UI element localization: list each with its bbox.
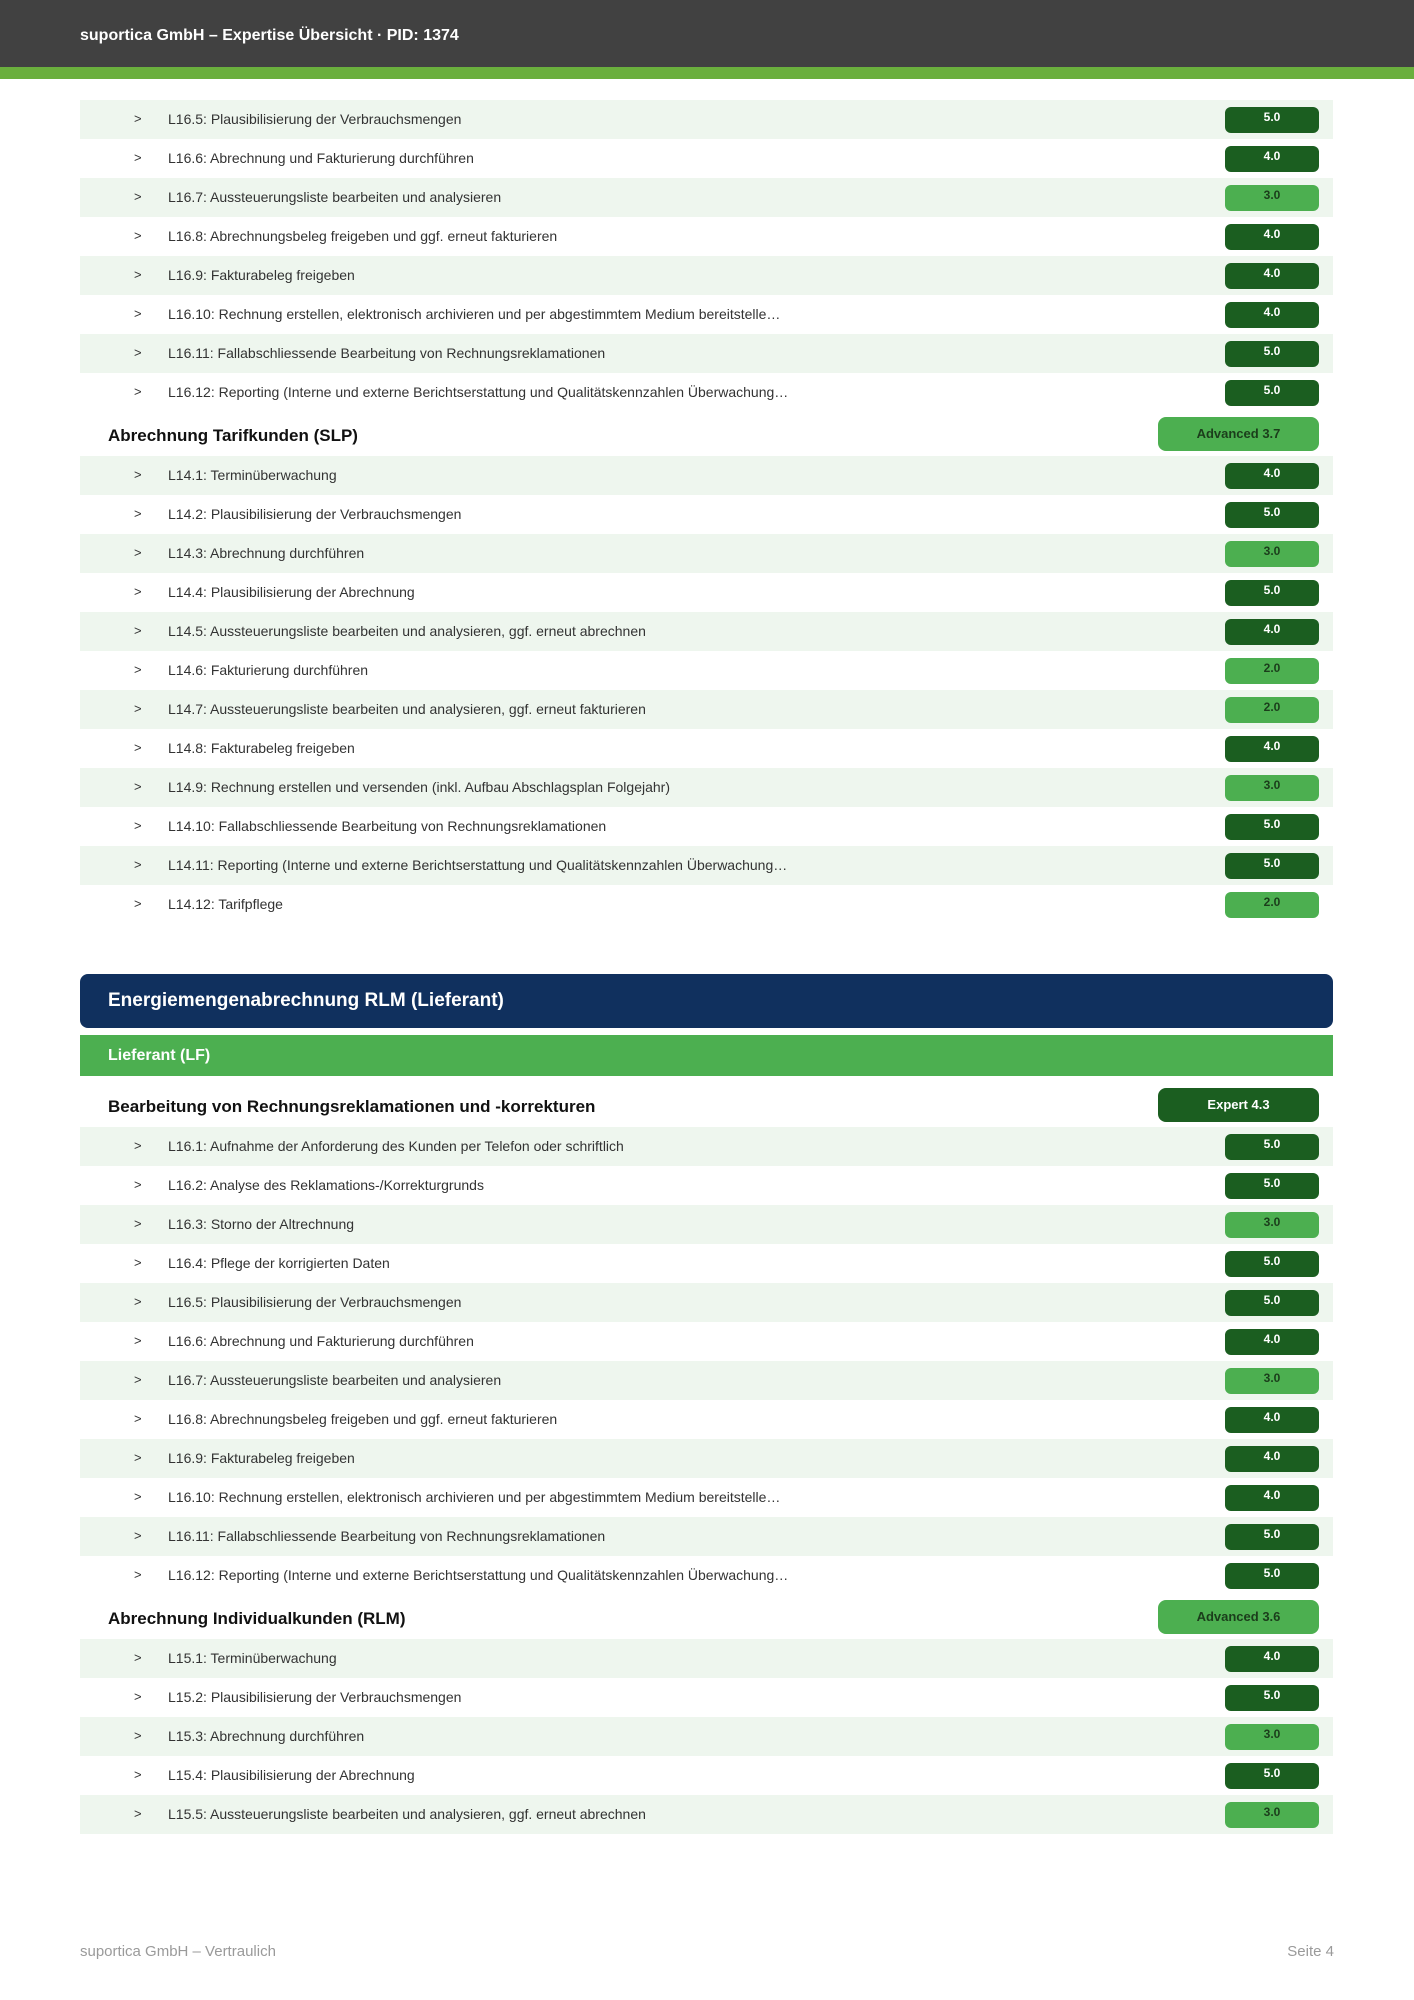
skill-row	[80, 256, 1333, 295]
skill-label: L14.2: Plausibilisierung der Verbrauchsmengen	[168, 506, 462, 522]
chevron-right-icon: >	[134, 1411, 142, 1426]
category-level-badge: Advanced 3.7	[1158, 417, 1319, 451]
skill-row	[80, 456, 1333, 495]
skill-label: L16.7: Aussteuerungsliste bearbeiten und analysieren	[168, 1372, 502, 1388]
skill-score-badge: 4.0	[1225, 146, 1319, 172]
skill-row	[80, 1639, 1333, 1678]
skill-label: L14.12: Tarifpflege	[168, 896, 283, 912]
page-title: suportica GmbH – Expertise Übersicht · PID: 1374	[80, 27, 459, 44]
section-header	[80, 974, 1333, 1028]
skill-score-badge: 4.0	[1225, 1646, 1319, 1672]
skill-row	[80, 1556, 1333, 1595]
chevron-right-icon: >	[134, 1728, 142, 1743]
skill-score-badge: 5.0	[1225, 1134, 1319, 1160]
skill-score-badge: 5.0	[1225, 1524, 1319, 1550]
section-title: Energiemengenabrechnung RLM (Lieferant)	[108, 990, 504, 1011]
chevron-right-icon: >	[134, 545, 142, 560]
skill-score-badge: 3.0	[1225, 541, 1319, 567]
chevron-right-icon: >	[134, 701, 142, 716]
chevron-right-icon: >	[134, 150, 142, 165]
skill-row	[80, 1205, 1333, 1244]
skill-score-badge: 4.0	[1225, 1485, 1319, 1511]
section-spacer	[80, 924, 1333, 974]
category-title: Abrechnung Individualkunden (RLM)	[108, 1609, 406, 1628]
skill-row	[80, 612, 1333, 651]
chevron-right-icon: >	[134, 228, 142, 243]
category-title: Abrechnung Tarifkunden (SLP)	[108, 426, 358, 445]
chevron-right-icon: >	[134, 1567, 142, 1582]
skill-row	[80, 729, 1333, 768]
skill-row	[80, 1517, 1333, 1556]
category-header-slp	[80, 412, 1333, 456]
subsection-title: Lieferant (LF)	[108, 1047, 211, 1064]
chevron-right-icon: >	[134, 111, 142, 126]
chevron-right-icon: >	[134, 1255, 142, 1270]
chevron-right-icon: >	[134, 1294, 142, 1309]
skill-score-badge: 4.0	[1225, 463, 1319, 489]
skill-list-reklamation	[80, 1127, 1333, 1595]
skill-score-badge: 3.0	[1225, 1724, 1319, 1750]
skill-label: L16.6: Abrechnung und Fakturierung durchführen	[168, 150, 474, 166]
skill-row	[80, 885, 1333, 924]
skill-label: L16.3: Storno der Altrechnung	[168, 1216, 355, 1232]
skill-row	[80, 1244, 1333, 1283]
skill-score-badge: 3.0	[1225, 1802, 1319, 1828]
chevron-right-icon: >	[134, 1138, 142, 1153]
skill-label: L14.1: Terminüberwachung	[168, 467, 337, 483]
skill-row	[80, 1166, 1333, 1205]
skill-list-continued	[80, 100, 1333, 412]
skill-score-badge: 3.0	[1225, 185, 1319, 211]
skill-row	[80, 373, 1333, 412]
skill-row	[80, 1400, 1333, 1439]
skill-label: L16.12: Reporting (Interne und externe Berichtserstattung und Qualitätskennzahlen Überwachung…	[168, 1567, 789, 1583]
skill-score-badge: 3.0	[1225, 1368, 1319, 1394]
chevron-right-icon: >	[134, 740, 142, 755]
skill-label: L16.10: Rechnung erstellen, elektronisch archivieren und per abgestimmtem Medium bereitstelle…	[168, 306, 781, 322]
chevron-right-icon: >	[134, 1528, 142, 1543]
chevron-right-icon: >	[134, 467, 142, 482]
subsection-spacer	[80, 1076, 1333, 1083]
skill-label: L16.7: Aussteuerungsliste bearbeiten und analysieren	[168, 189, 502, 205]
chevron-right-icon: >	[134, 1177, 142, 1192]
chevron-right-icon: >	[134, 818, 142, 833]
skill-label: L14.9: Rechnung erstellen und versenden (inkl. Aufbau Abschlagsplan Folgejahr)	[168, 779, 670, 795]
page-header	[0, 0, 1414, 67]
chevron-right-icon: >	[134, 1216, 142, 1231]
skill-row	[80, 573, 1333, 612]
skill-label: L16.12: Reporting (Interne und externe Berichtserstattung und Qualitätskennzahlen Überwachung…	[168, 384, 789, 400]
chevron-right-icon: >	[134, 345, 142, 360]
chevron-right-icon: >	[134, 662, 142, 677]
chevron-right-icon: >	[134, 1689, 142, 1704]
skill-row	[80, 1127, 1333, 1166]
category-level-badge: Expert 4.3	[1158, 1088, 1319, 1122]
chevron-right-icon: >	[134, 1650, 142, 1665]
subsection-header	[80, 1035, 1333, 1076]
skill-score-badge: 4.0	[1225, 1407, 1319, 1433]
skill-score-badge: 3.0	[1225, 1212, 1319, 1238]
skill-row	[80, 1795, 1333, 1834]
skill-row	[80, 768, 1333, 807]
category-level-badge: Advanced 3.6	[1158, 1600, 1319, 1634]
skill-score-badge: 2.0	[1225, 697, 1319, 723]
skill-label: L14.7: Aussteuerungsliste bearbeiten und analysieren, ggf. erneut fakturieren	[168, 701, 646, 717]
chevron-right-icon: >	[134, 857, 142, 872]
skill-score-badge: 4.0	[1225, 619, 1319, 645]
skill-label: L14.6: Fakturierung durchführen	[168, 662, 369, 678]
skill-score-badge: 5.0	[1225, 502, 1319, 528]
skill-row	[80, 495, 1333, 534]
skill-row	[80, 807, 1333, 846]
footer-page-number: Seite 4	[1287, 1943, 1334, 1960]
skill-score-badge: 5.0	[1225, 1251, 1319, 1277]
footer-confidential: suportica GmbH – Vertraulich	[80, 1943, 276, 1960]
skill-score-badge: 4.0	[1225, 302, 1319, 328]
skill-score-badge: 5.0	[1225, 1173, 1319, 1199]
skill-score-badge: 4.0	[1225, 1329, 1319, 1355]
skill-label: L15.1: Terminüberwachung	[168, 1650, 337, 1666]
skill-score-badge: 5.0	[1225, 1563, 1319, 1589]
skill-label: L14.10: Fallabschliessende Bearbeitung von Rechnungsreklamationen	[168, 818, 607, 834]
skill-label: L16.8: Abrechnungsbeleg freigeben und ggf. erneut fakturieren	[168, 228, 558, 244]
skill-row	[80, 1478, 1333, 1517]
chevron-right-icon: >	[134, 384, 142, 399]
skill-score-badge: 2.0	[1225, 658, 1319, 684]
skill-row	[80, 1756, 1333, 1795]
skill-score-badge: 3.0	[1225, 775, 1319, 801]
skill-label: L16.1: Aufnahme der Anforderung des Kunden per Telefon oder schriftlich	[168, 1138, 624, 1154]
skill-row	[80, 100, 1333, 139]
chevron-right-icon: >	[134, 1333, 142, 1348]
skill-label: L15.4: Plausibilisierung der Abrechnung	[168, 1767, 415, 1783]
skill-label: L14.5: Aussteuerungsliste bearbeiten und analysieren, ggf. erneut abrechnen	[168, 623, 646, 639]
skill-label: L16.10: Rechnung erstellen, elektronisch archivieren und per abgestimmtem Medium bereitstelle…	[168, 1489, 781, 1505]
chevron-right-icon: >	[134, 189, 142, 204]
chevron-right-icon: >	[134, 896, 142, 911]
skill-row	[80, 651, 1333, 690]
skill-score-badge: 5.0	[1225, 1290, 1319, 1316]
category-header-rlm	[80, 1595, 1333, 1639]
skill-score-badge: 4.0	[1225, 224, 1319, 250]
skill-row	[80, 534, 1333, 573]
chevron-right-icon: >	[134, 1806, 142, 1821]
skill-score-badge: 5.0	[1225, 580, 1319, 606]
skill-score-badge: 2.0	[1225, 892, 1319, 918]
skill-row	[80, 1678, 1333, 1717]
skill-row	[80, 139, 1333, 178]
skill-row	[80, 1439, 1333, 1478]
chevron-right-icon: >	[134, 506, 142, 521]
skill-list-slp	[80, 456, 1333, 924]
skill-label: L14.8: Fakturabeleg freigeben	[168, 740, 355, 756]
expertise-content	[80, 100, 1333, 1834]
chevron-right-icon: >	[134, 267, 142, 282]
skill-row	[80, 1361, 1333, 1400]
skill-label: L15.5: Aussteuerungsliste bearbeiten und analysieren, ggf. erneut abrechnen	[168, 1806, 646, 1822]
skill-score-badge: 5.0	[1225, 341, 1319, 367]
skill-label: L16.11: Fallabschliessende Bearbeitung von Rechnungsreklamationen	[168, 1528, 606, 1544]
skill-list-rlm	[80, 1639, 1333, 1834]
skill-row	[80, 295, 1333, 334]
category-header-reklamation	[80, 1083, 1333, 1127]
chevron-right-icon: >	[134, 1372, 142, 1387]
skill-row	[80, 846, 1333, 885]
skill-score-badge: 5.0	[1225, 107, 1319, 133]
skill-score-badge: 5.0	[1225, 1685, 1319, 1711]
skill-row	[80, 217, 1333, 256]
skill-row	[80, 334, 1333, 373]
header-accent-stripe	[0, 67, 1414, 79]
skill-label: L16.4: Pflege der korrigierten Daten	[168, 1255, 390, 1271]
skill-label: L16.6: Abrechnung und Fakturierung durchführen	[168, 1333, 474, 1349]
skill-score-badge: 5.0	[1225, 380, 1319, 406]
skill-label: L14.11: Reporting (Interne und externe Berichtserstattung und Qualitätskennzahlen Überwachung…	[168, 857, 788, 873]
skill-label: L14.3: Abrechnung durchführen	[168, 545, 365, 561]
skill-score-badge: 4.0	[1225, 1446, 1319, 1472]
category-title: Bearbeitung von Rechnungsreklamationen und -korrekturen	[108, 1097, 596, 1116]
chevron-right-icon: >	[134, 623, 142, 638]
chevron-right-icon: >	[134, 306, 142, 321]
skill-row	[80, 1717, 1333, 1756]
chevron-right-icon: >	[134, 1489, 142, 1504]
skill-score-badge: 5.0	[1225, 1763, 1319, 1789]
skill-label: L15.3: Abrechnung durchführen	[168, 1728, 365, 1744]
chevron-right-icon: >	[134, 584, 142, 599]
skill-label: L15.2: Plausibilisierung der Verbrauchsmengen	[168, 1689, 462, 1705]
skill-label: L14.4: Plausibilisierung der Abrechnung	[168, 584, 415, 600]
skill-label: L16.5: Plausibilisierung der Verbrauchsmengen	[168, 111, 462, 127]
skill-row	[80, 1322, 1333, 1361]
chevron-right-icon: >	[134, 1450, 142, 1465]
skill-label: L16.2: Analyse des Reklamations-/Korrekturgrunds	[168, 1177, 484, 1193]
skill-score-badge: 4.0	[1225, 736, 1319, 762]
skill-score-badge: 5.0	[1225, 853, 1319, 879]
skill-label: L16.5: Plausibilisierung der Verbrauchsmengen	[168, 1294, 462, 1310]
skill-label: L16.11: Fallabschliessende Bearbeitung von Rechnungsreklamationen	[168, 345, 606, 361]
skill-row	[80, 690, 1333, 729]
skill-label: L16.9: Fakturabeleg freigeben	[168, 1450, 355, 1466]
chevron-right-icon: >	[134, 779, 142, 794]
skill-label: L16.8: Abrechnungsbeleg freigeben und ggf. erneut fakturieren	[168, 1411, 558, 1427]
skill-score-badge: 5.0	[1225, 814, 1319, 840]
chevron-right-icon: >	[134, 1767, 142, 1782]
skill-row	[80, 178, 1333, 217]
skill-label: L16.9: Fakturabeleg freigeben	[168, 267, 355, 283]
skill-row	[80, 1283, 1333, 1322]
skill-score-badge: 4.0	[1225, 263, 1319, 289]
